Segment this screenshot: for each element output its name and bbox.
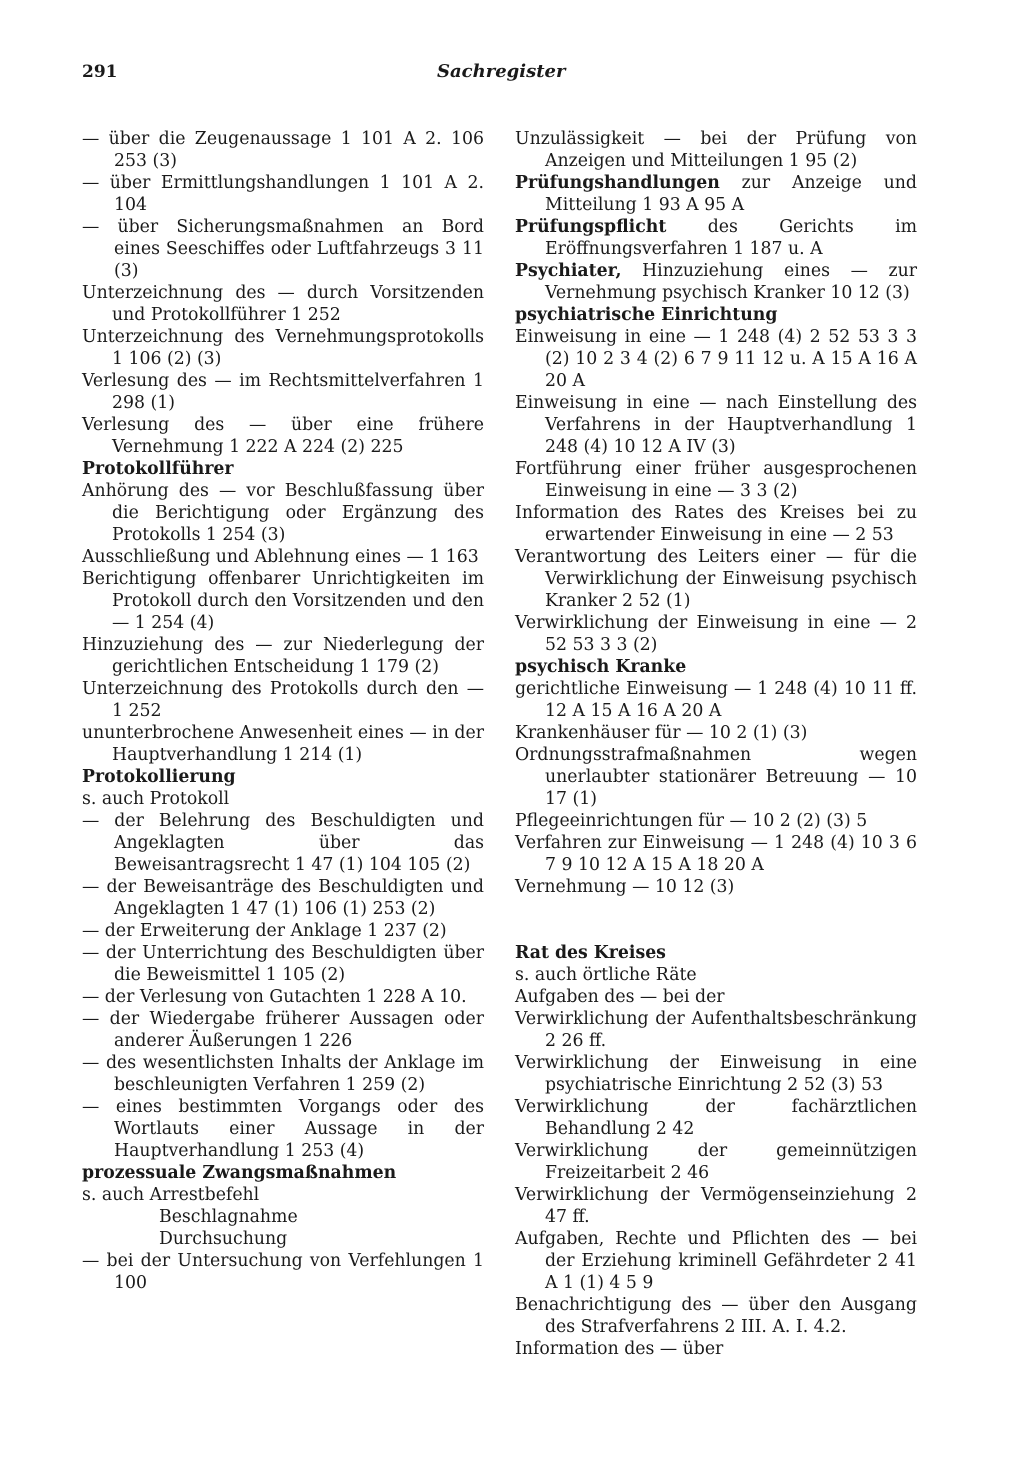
index-entry: Fortführung einer früher ausgesprochenen Einweisung in eine — 3 3 (2)	[515, 459, 923, 501]
index-entry-text: des Gerichts im Eröffnungsverfahren 1 187 u. A	[545, 217, 923, 259]
index-entry: s. auch Arrestbefehl	[82, 1185, 260, 1205]
index-entry: Beschlagnahme	[159, 1207, 298, 1227]
index-entry: s. auch örtliche Räte	[515, 965, 697, 985]
index-entry: Aufgaben des — bei der	[515, 987, 725, 1007]
left-column	[82, 128, 490, 1294]
index-entry: — der Wiedergabe früherer Aussagen oder anderer Äußerungen 1 226	[82, 1009, 490, 1051]
index-entry: Pflegeeinrichtungen für — 10 2 (2) (3) 5	[515, 811, 868, 831]
index-entry: Information des Rates des Kreises bei zu erwartender Einweisung in eine — 2 53	[515, 503, 923, 545]
index-entry	[515, 260, 923, 304]
right-column	[515, 128, 923, 1360]
page-number: 291	[82, 62, 118, 82]
index-heading: Rat des Kreises	[515, 943, 666, 963]
index-subentry: Verwirklichung der fachärztlichen Behandlung 2 42	[515, 1097, 923, 1139]
index-entry: Unterzeichnung des Protokolls durch den — 1 252	[82, 679, 490, 721]
index-entry: Einweisung in eine — 1 248 (4) 2 52 53 3 3 (2) 10 2 3 4 (2) 6 7 9 11 12 u. A 15 A 16 A 20 A	[515, 327, 923, 391]
index-subentry: Verwirklichung der Aufenthaltsbeschränkung 2 26 ff.	[515, 1009, 923, 1051]
index-entry: Verfahren zur Einweisung — 1 248 (4) 10 3 6 7 9 10 12 A 15 A 18 20 A	[515, 833, 923, 875]
index-entry: Verwirklichung der Einweisung in eine — 2 52 53 3 3 (2)	[515, 613, 923, 655]
section-spacer	[515, 898, 917, 942]
index-entry-text: Hinzuziehung eines — zur Vernehmung psychisch Kranker 10 12 (3)	[545, 261, 923, 303]
index-entry: — des wesentlichsten Inhalts der Anklage im beschleunigten Verfahren 1 259 (2)	[82, 1053, 490, 1095]
index-heading: Psychiater,	[515, 261, 622, 281]
index-entry: — der Verlesung von Gutachten 1 228 A 10.	[82, 987, 467, 1007]
index-entry: Verlesung des — über eine frühere Vernehmung 1 222 A 224 (2) 225	[82, 415, 490, 457]
index-entry: gerichtliche Einweisung — 1 248 (4) 10 11 ff. 12 A 15 A 16 A 20 A	[515, 679, 923, 721]
index-entry: — über Sicherungsmaßnahmen an Bord eines Seeschiffes oder Luftfahrzeugs 3 11 (3)	[82, 217, 490, 281]
index-entry: Krankenhäuser für — 10 2 (1) (3)	[515, 723, 808, 743]
index-heading: psychiatrische Einrichtung	[515, 305, 778, 325]
index-entry: — der Erweiterung der Anklage 1 237 (2)	[82, 921, 447, 941]
index-entry: Anhörung des — vor Beschlußfassung über die Berichtigung oder Ergänzung des Protokolls 1 254 (3)	[82, 481, 490, 545]
index-entry: — der Beweisanträge des Beschuldigten und Angeklagten 1 47 (1) 106 (1) 253 (2)	[82, 877, 490, 919]
index-heading: prozessuale Zwangsmaßnahmen	[82, 1163, 397, 1183]
index-subentry: Verwirklichung der gemeinnützigen Freizeitarbeit 2 46	[515, 1141, 923, 1183]
index-entry: Ausschließung und Ablehnung eines — 1 163	[82, 547, 479, 567]
index-entry: Hinzuziehung des — zur Niederlegung der gerichtlichen Entscheidung 1 179 (2)	[82, 635, 490, 677]
index-entry: Aufgaben, Rechte und Pflichten des — bei der Erziehung kriminell Gefährdeter 2 41 A 1 (1) 4 5 9	[515, 1229, 923, 1293]
index-heading: Prüfungspflicht	[515, 217, 667, 237]
index-entry: Unterzeichnung des Vernehmungsprotokolls 1 106 (2) (3)	[82, 327, 490, 369]
index-entry: Durchsuchung	[159, 1229, 288, 1249]
index-entry: Verlesung des — im Rechtsmittelverfahren 1 298 (1)	[82, 371, 490, 413]
index-entry: — bei der Untersuchung von Verfehlungen 1 100	[82, 1251, 490, 1293]
index-entry: s. auch Protokoll	[82, 789, 230, 809]
index-entry: ununterbrochene Anwesenheit eines — in der Hauptverhandlung 1 214 (1)	[82, 723, 490, 765]
index-entry: Unzulässigkeit — bei der Prüfung von Anzeigen und Mitteilungen 1 95 (2)	[515, 129, 923, 171]
index-entry: Berichtigung offenbarer Unrichtigkeiten im Protokoll durch den Vorsitzenden und den — 1 254 (4)	[82, 569, 490, 633]
index-entry: — der Unterrichtung des Beschuldigten über die Beweismittel 1 105 (2)	[82, 943, 490, 985]
index-entry: Ordnungsstrafmaßnahmen wegen unerlaubter stationärer Betreuung — 10 17 (1)	[515, 745, 923, 809]
index-entry: — über die Zeugenaussage 1 101 A 2. 106 253 (3)	[82, 129, 490, 171]
index-entry: Benachrichtigung des — über den Ausgang des Strafverfahrens 2 III. A. I. 4.2.	[515, 1295, 923, 1337]
index-heading: Protokollführer	[82, 459, 234, 479]
index-entry: — eines bestimmten Vorgangs oder des Wortlauts einer Aussage in der Hauptverhandlung 1 253 (4)	[82, 1097, 490, 1161]
index-entry: Vernehmung — 10 12 (3)	[515, 877, 735, 897]
index-heading: psychisch Kranke	[515, 657, 687, 677]
index-entry: — über Ermittlungshandlungen 1 101 A 2. 104	[82, 173, 490, 215]
index-heading: Protokollierung	[82, 767, 236, 787]
index-entry: Verantwortung des Leiters einer — für die Verwirklichung der Einweisung psychisch Kranker 2 52 (1)	[515, 547, 923, 611]
index-entry-text: zur Anzeige und Mitteilung 1 93 A 95 A	[545, 173, 923, 215]
index-entry: Einweisung in eine — nach Einstellung des Verfahrens in der Hauptverhandlung 1 248 (4) 10 12 A IV (3)	[515, 393, 923, 457]
index-entry: Information des — über	[515, 1339, 724, 1359]
index-entry: — der Belehrung des Beschuldigten und Angeklagten über das Beweisantragsrecht 1 47 (1) 104 105 (2)	[82, 811, 490, 875]
index-heading: Prüfungshandlungen	[515, 173, 720, 193]
index-entry	[515, 172, 923, 216]
index-subentry: Verwirklichung der Einweisung in eine psychiatrische Einrichtung 2 52 (3) 53	[515, 1053, 923, 1095]
index-entry: Unterzeichnung des — durch Vorsitzenden und Protokollführer 1 252	[82, 283, 490, 325]
index-entry	[515, 216, 923, 260]
running-head: Sachregister	[437, 61, 566, 82]
index-subentry: Verwirklichung der Vermögenseinziehung 2 47 ff.	[515, 1185, 923, 1227]
